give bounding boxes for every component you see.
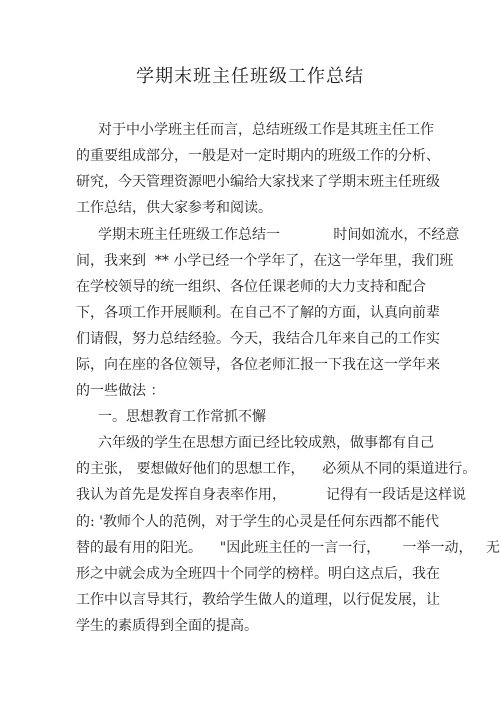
paragraph-line: 学生的素质得到全面的提高。 xyxy=(76,618,258,634)
paragraph-line: 们请假，努力总结经验。今天，我结合几年来自己的工作实 xyxy=(76,331,440,347)
paragraph-line: 在学校领导的统一组织、各位任课老师的大力支持和配合 xyxy=(76,279,426,295)
paragraph-line: 的主张， 要想做好他们的思想工作， 必须从不同的渠道进行。 xyxy=(76,461,477,477)
paragraph-line: 的一些做法 ： xyxy=(76,383,165,399)
paragraph-line: 的: '教师个人的范例，对于学生的心灵是任何东西都不能代 xyxy=(76,514,440,530)
paragraph-line: 六年级的学生在思想方面已经比较成熟，做事都有自己 xyxy=(98,435,434,451)
paragraph-line: 工作总结，供大家参考和阅读。 xyxy=(76,200,272,216)
paragraph-line: 我认为首先是发挥自身表率作用， 记得有一段话是这样说 xyxy=(76,487,467,503)
paragraph-line: 间，我来到 ** 小学已经一个学年了，在这一学年里，我们班 xyxy=(76,253,454,269)
paragraph-line: 学期末班主任班级工作总结一 时间如流水，不经意 xyxy=(98,227,460,243)
document-title: 学期末班主任班级工作总结 xyxy=(136,66,364,87)
paragraph-line: 际，向在座的各位领导，各位老师汇报一下我在这一学年来 xyxy=(76,357,440,373)
paragraph-line: 对于中小学班主任而言，总结班级工作是其班主任工作 xyxy=(98,122,434,138)
paragraph-line: 形之中就会成为全班四十个同学的榜样。明白这点后，我在 xyxy=(76,566,440,582)
paragraph-line: 下，各项工作开展顺利。在自己不了解的方面，认真向前辈 xyxy=(76,305,440,321)
paragraph-line: 工作中以言导其行，教给学生做人的道理，以行促发展，让 xyxy=(76,592,440,608)
paragraph-line: 替的最有用的阳光。 "因此班主任的一言一行， 一举一动， 无 xyxy=(76,540,500,556)
paragraph-line: 研究，今天管理资源吧小编给大家找来了学期末班主任班级 xyxy=(76,174,440,190)
section-heading: 一。思想教育工作常抓不懈 xyxy=(98,409,266,425)
paragraph-line: 的重要组成部分，一般是对一定时期内的班级工作的分析、 xyxy=(76,148,440,164)
